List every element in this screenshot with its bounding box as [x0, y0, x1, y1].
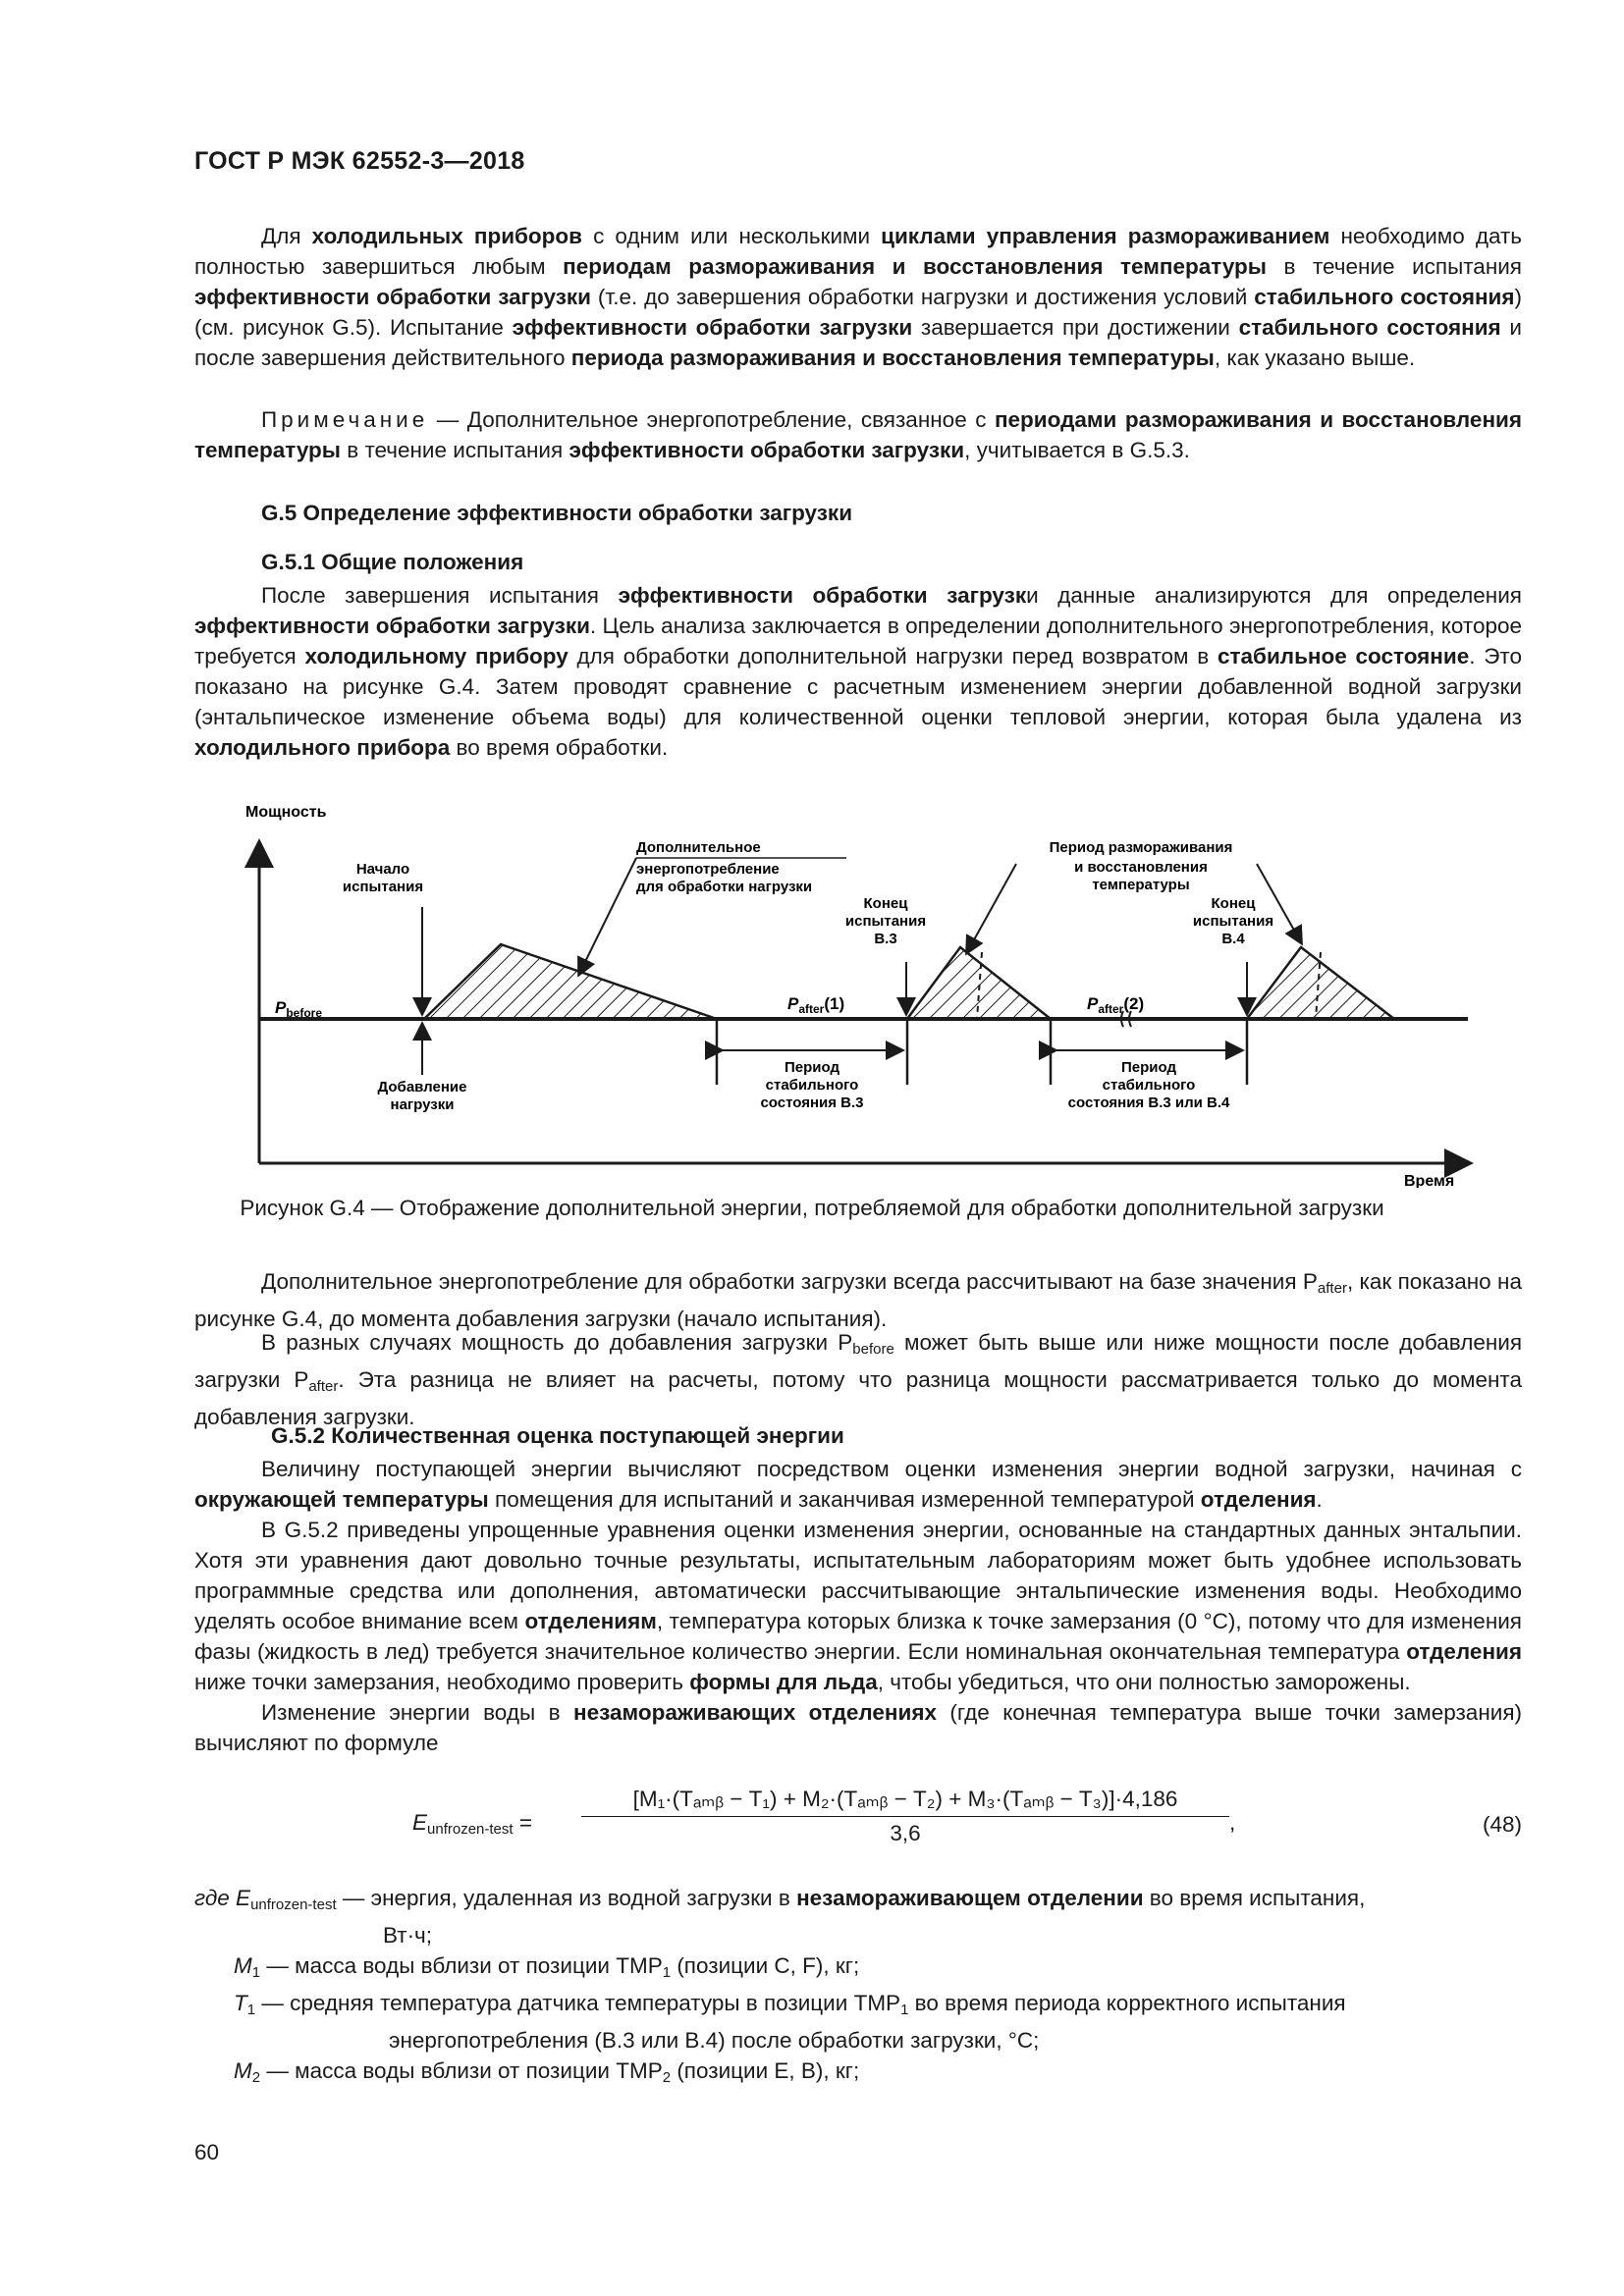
- add-load-label: Добавление нагрузки: [377, 1079, 467, 1113]
- section-heading-g51: G.5.1 Общие положения: [261, 550, 524, 574]
- section-heading-g52: G.5.2 Количественная оценка поступающей энергии: [271, 1423, 844, 1448]
- p-after-2-label: $P_{after}(2)$: [1087, 994, 1145, 1016]
- start-test-label: Начало испытания: [342, 861, 424, 895]
- figure-g4-diagram: [236, 795, 1483, 1188]
- formula-numerator: [M₁·(Tₐₘᵦ − T₁) + M₂·(Tₐₘᵦ − T₂) + M₃·(Tₐₘᵦ − T₃)]·4,186: [581, 1787, 1229, 1817]
- intro-paragraph: Для холодильных приборов с одним или несколькими циклами управления размораживанием необходимо дать полностью завершиться любым периодам размораживания и восстановления температуры в течение испытания эффективности обработки загрузки (т.е. до завершения обработки нагрузки и достижения условий стабильного состояния) (см. рисунок G.5). Испытание эффективности обработки загрузки завершается при достижении стабильного состояния и после завершения действительного периода размораживания и восстановления температуры, как указано выше.: [194, 224, 1523, 370]
- end-test-b3-label: Конец испытания B.3: [844, 895, 927, 947]
- figure-caption: Рисунок G.4 — Отображение дополнительной энергии, потребляемой для обработки дополнительной загрузки: [240, 1196, 1384, 1220]
- definition-m2: $M_2$ — масса воды вблизи от позиции $TMP_2$ (позиции E, B), кг;: [234, 2058, 860, 2086]
- p-before-label: $P_{before}$: [275, 998, 323, 1020]
- formula-lhs: $E_{unfrozen-test}$ =: [412, 1810, 532, 1838]
- g51-paragraph: После завершения испытания эффективности обработки загрузки данные анализируются для определения эффективности обработки загрузки. Цель анализа заключается в определении дополнительного энергопотребления, которое требуется холодильному прибору для обработки дополнительной нагрузки перед возвратом в стабильное состояние. Это показано на рисунке G.4. Затем проводят сравнение с расчетным изменением энергии добавленной водной загрузки (энтальпическое изменение объема воды) для количественной оценки тепловой энергии, которая была удалена из холодильного прибора во время обработки.: [194, 583, 1523, 760]
- formula-fraction: [581, 1787, 1229, 1846]
- formula-denominator: 3,6: [890, 1821, 921, 1845]
- formula-number: (48): [1482, 1812, 1522, 1837]
- after-figure-paragraph-2: В разных случаях мощность до добавления загрузки $P_{before}$ может быть выше или ниже мощности после добавления загрузки $P_{after}$. Эта разница не влияет на расчеты, потому что разница мощности рассматривается только до момента добавления загрузки.: [194, 1330, 1523, 1429]
- p-after-1-label: $P_{after}(1)$: [787, 994, 845, 1016]
- definition-m1: $M_1$ — масса воды вблизи от позиции $TMP_1$ (позиции C, F), кг;: [234, 1953, 860, 1981]
- g52-paragraph-1: Величину поступающей энергии вычисляют посредством оценки изменения энергии водной загрузки, начиная с окружающей температуры помещения для испытаний и заканчивая измеренной температурой отделения.: [194, 1457, 1522, 1512]
- x-axis-label: Время: [1404, 1173, 1455, 1188]
- document-header: ГОСТ Р МЭК 62552-3—2018: [194, 147, 525, 175]
- after-figure-paragraph-1: Дополнительное энергопотребление для обработки загрузки всегда рассчитывают на базе значения $P_{after}$, как показано на рисунке G.4, до момента добавления загрузки (начало испытания).: [194, 1269, 1522, 1331]
- definition-t1: $T_1$ — средняя температура датчика температуры в позиции $TMP_1$ во время периода корректного испытания: [234, 1991, 1346, 2018]
- load-peak: [424, 944, 717, 1019]
- defrost-peak-1: [907, 947, 1051, 1019]
- end-test-b4-label: Конец испытания B.4: [1192, 895, 1274, 947]
- page-number: 60: [194, 2140, 220, 2164]
- g52-paragraph-2: В G.5.2 приведены упрощенные уравнения оценки изменения энергии, основанные на стандартных данных энтальпии. Хотя эти уравнения дают довольно точные результаты, испытательным лабораториям может быть удобнее использовать программные средства или дополнения, автоматически рассчитывающие энтальпические изменения воды. Необходимо уделять особое внимание всем отделениям, температура которых близка к точке замерзания (0 °C), потому что для изменения фазы (жидкость в лед) требуется значительное количество энергии. Если номинальная окончательная температура отделения ниже точки замерзания, необходимо проверить формы для льда, чтобы убедиться, что они полностью заморожены.: [194, 1518, 1522, 1694]
- note-paragraph: Примечание — Дополнительное энергопотребление, связанное с периодами размораживания и восстановления температуры в течение испытания эффективности обработки загрузки, учитывается в G.5.3.: [194, 407, 1522, 462]
- defrost-period-label: Период размораживания и восстановления температуры: [1049, 839, 1233, 893]
- y-axis-label: Мощность: [245, 804, 327, 821]
- formula-48: $E_{unfrozen-test}$ = [M₁·(Tₐₘᵦ − T₁) + M₂·(Tₐₘᵦ − T₂) + M₃·(Tₐₘᵦ − T₃)]·4,186 3,6 , (48): [412, 1787, 1522, 1845]
- variable-definitions: [194, 1883, 1522, 2093]
- g52-paragraph-3: Изменение энергии воды в незамораживающих отделениях (где конечная температура выше точки замерзания) вычисляют по формуле: [194, 1700, 1522, 1755]
- definition-t1-cont: энергопотребления (B.3 или B.4) после обработки загрузки, °C;: [389, 2028, 1040, 2053]
- section-heading-g5: G.5 Определение эффективности обработки загрузки: [261, 501, 853, 525]
- definition-e-unit: Вт·ч;: [383, 1923, 433, 1948]
- stable-period-b3-label: Период стабильного состояния B.3: [760, 1059, 864, 1111]
- extra-energy-label: Дополнительное энергопотребление для обработки нагрузки: [636, 839, 813, 895]
- stable-period-b3-b4-label: Период стабильного состояния B.3 или B.4: [1067, 1059, 1230, 1111]
- definition-e-unfrozen: где $E_{unfrozen-test}$ — энергия, удаленная из водной загрузки в незамораживающем отделении во время испытания,: [194, 1886, 1366, 1913]
